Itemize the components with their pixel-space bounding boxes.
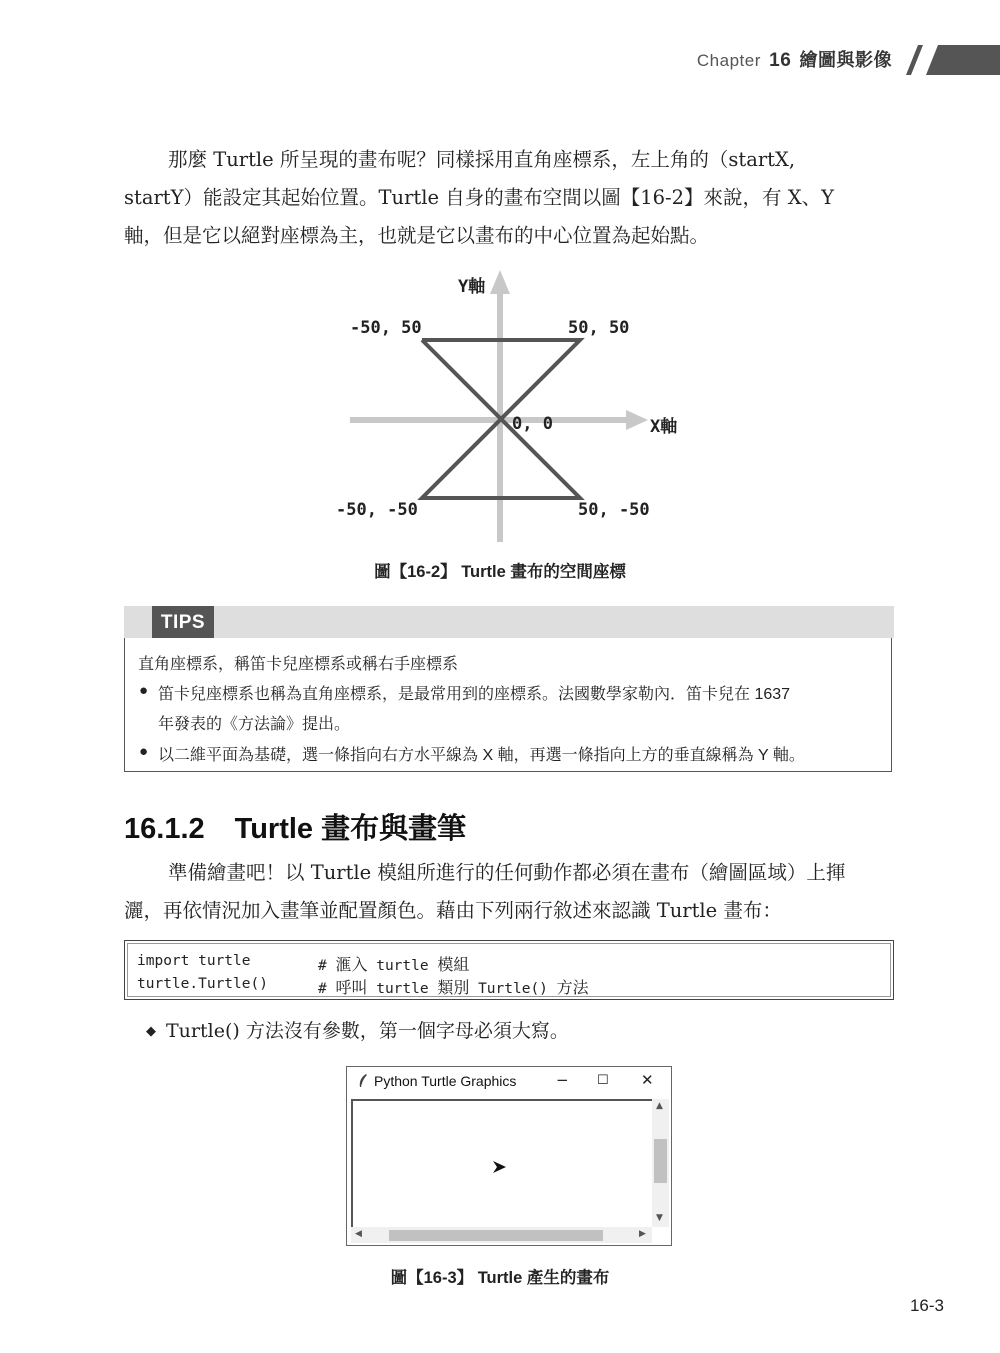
coordinate-diagram [330,262,710,548]
figure-16-2-caption: 圖【16-2】 Turtle 畫布的空間座標 [374,563,626,581]
code-comment-word: 滙入 [335,957,368,974]
code-line-2: turtle.Turtle() [137,976,268,992]
code-comment-word: 呼叫 [335,980,368,997]
code-comment-code: turtle [367,958,438,974]
tips-bullet-2: 以二維平面為基礎，選一條指向右方水平線為 X 軸，再選一條指向上方的垂直線稱為 Y 軸。 [158,747,805,764]
label-top-right: 50, 50 [568,318,630,338]
vertical-scroll-thumb[interactable] [654,1139,667,1183]
label-origin: 0, 0 [512,414,553,434]
body-line: 準備繪畫吧！以 Turtle 模組所進行的任何動作都必須在畫布（繪圖區域）上揮 [168,861,846,884]
y-axis-arrow [490,270,510,294]
bullet-icon: ● [139,743,149,760]
code-block-inner [127,943,891,997]
code-comment-1 [318,952,469,975]
chapter-number: 16 [769,50,792,71]
bullet-icon: ● [139,682,149,699]
code-comment-code: Turtle() [469,981,557,997]
tips-bullet-1-line-1: 笛卡兒座標系也稱為直角座標系，是最常用到的座標系。法國數學家勒內．笛卡兒在 1637 [158,686,791,703]
label-bottom-right: 50, -50 [578,500,650,520]
code-comment-2 [318,975,589,998]
feather-icon [357,1073,369,1089]
x-axis-arrow [626,410,648,430]
scroll-down-icon[interactable]: ▼ [656,1213,663,1223]
code-comment-word: 方法 [556,980,589,997]
close-button[interactable]: ✕ [641,1071,654,1089]
turtle-window [346,1066,672,1246]
maximize-button[interactable]: ☐ [597,1073,609,1088]
label-bottom-left: -50, -50 [336,500,418,520]
intro-paragraph [124,141,896,255]
chapter-title [697,46,892,72]
window-title: Python Turtle Graphics [374,1073,517,1089]
horizontal-scrollbar[interactable] [351,1227,652,1243]
header-slash-decoration [896,40,1000,76]
section-number: 16.1.2 [124,813,205,845]
diamond-bullet-icon: ◆ [146,1024,156,1039]
code-line-1: import turtle [137,953,251,969]
code-comment-hash: # [318,958,336,974]
code-comment-code: turtle [367,981,438,997]
section-heading [124,806,466,847]
page-number: 16-3 [909,1296,944,1315]
code-block [124,940,894,1000]
scroll-right-icon[interactable]: ▶ [639,1229,646,1239]
body-line: 灑，再依情況加入畫筆並配置顏色。藉由下列兩行敘述來認識 Turtle 畫布： [124,899,782,922]
turtle-arrow-icon [493,1161,507,1173]
chapter-header [0,40,1000,76]
window-titlebar[interactable] [347,1067,671,1097]
tips-heading: 直角座標系，稱笛卡兒座標系或稱右手座標系 [138,656,459,673]
label-top-left: -50, 50 [350,318,422,338]
intro-line: startY）能設定其起始位置。Turtle 自身的畫布空間以圖【16-2】來說，有 X、Y [124,186,834,209]
chapter-prefix: Chapter [696,51,761,70]
note-text: Turtle() 方法沒有參數，第一個字母必須大寫。 [166,1020,569,1042]
tips-header-bar [124,606,894,638]
turtle-canvas[interactable] [351,1099,654,1227]
chapter-name: 繪圖與影像 [799,50,892,70]
code-comment-word: 類別 [437,980,470,997]
code-comment-hash: # [318,981,336,997]
figure-16-3-caption: 圖【16-3】 Turtle 產生的畫布 [390,1269,610,1287]
body-paragraph [124,854,896,930]
tips-tag: TIPS [152,606,214,638]
vertical-scrollbar[interactable] [652,1099,669,1227]
x-axis-label: X軸 [650,417,678,437]
tips-box [124,638,892,772]
horizontal-scroll-thumb[interactable] [389,1230,603,1241]
tips-bullet-1-line-2: 年發表的《方法論》提出。 [158,716,351,733]
minimize-button[interactable]: − [556,1071,569,1089]
intro-line: 那麼 Turtle 所呈現的畫布呢？同樣採用直角座標系，左上角的（startX, [168,148,796,171]
y-axis-label: Y軸 [458,277,486,297]
intro-line: 軸，但是它以絕對座標為主，也就是它以畫布的中心位置為起始點。 [124,224,710,247]
scroll-up-icon[interactable]: ▲ [656,1101,663,1111]
note-line [146,1016,569,1043]
section-title: Turtle 畫布與畫筆 [234,813,467,845]
code-comment-word: 模組 [437,957,470,974]
scroll-left-icon[interactable]: ◀ [355,1229,362,1239]
